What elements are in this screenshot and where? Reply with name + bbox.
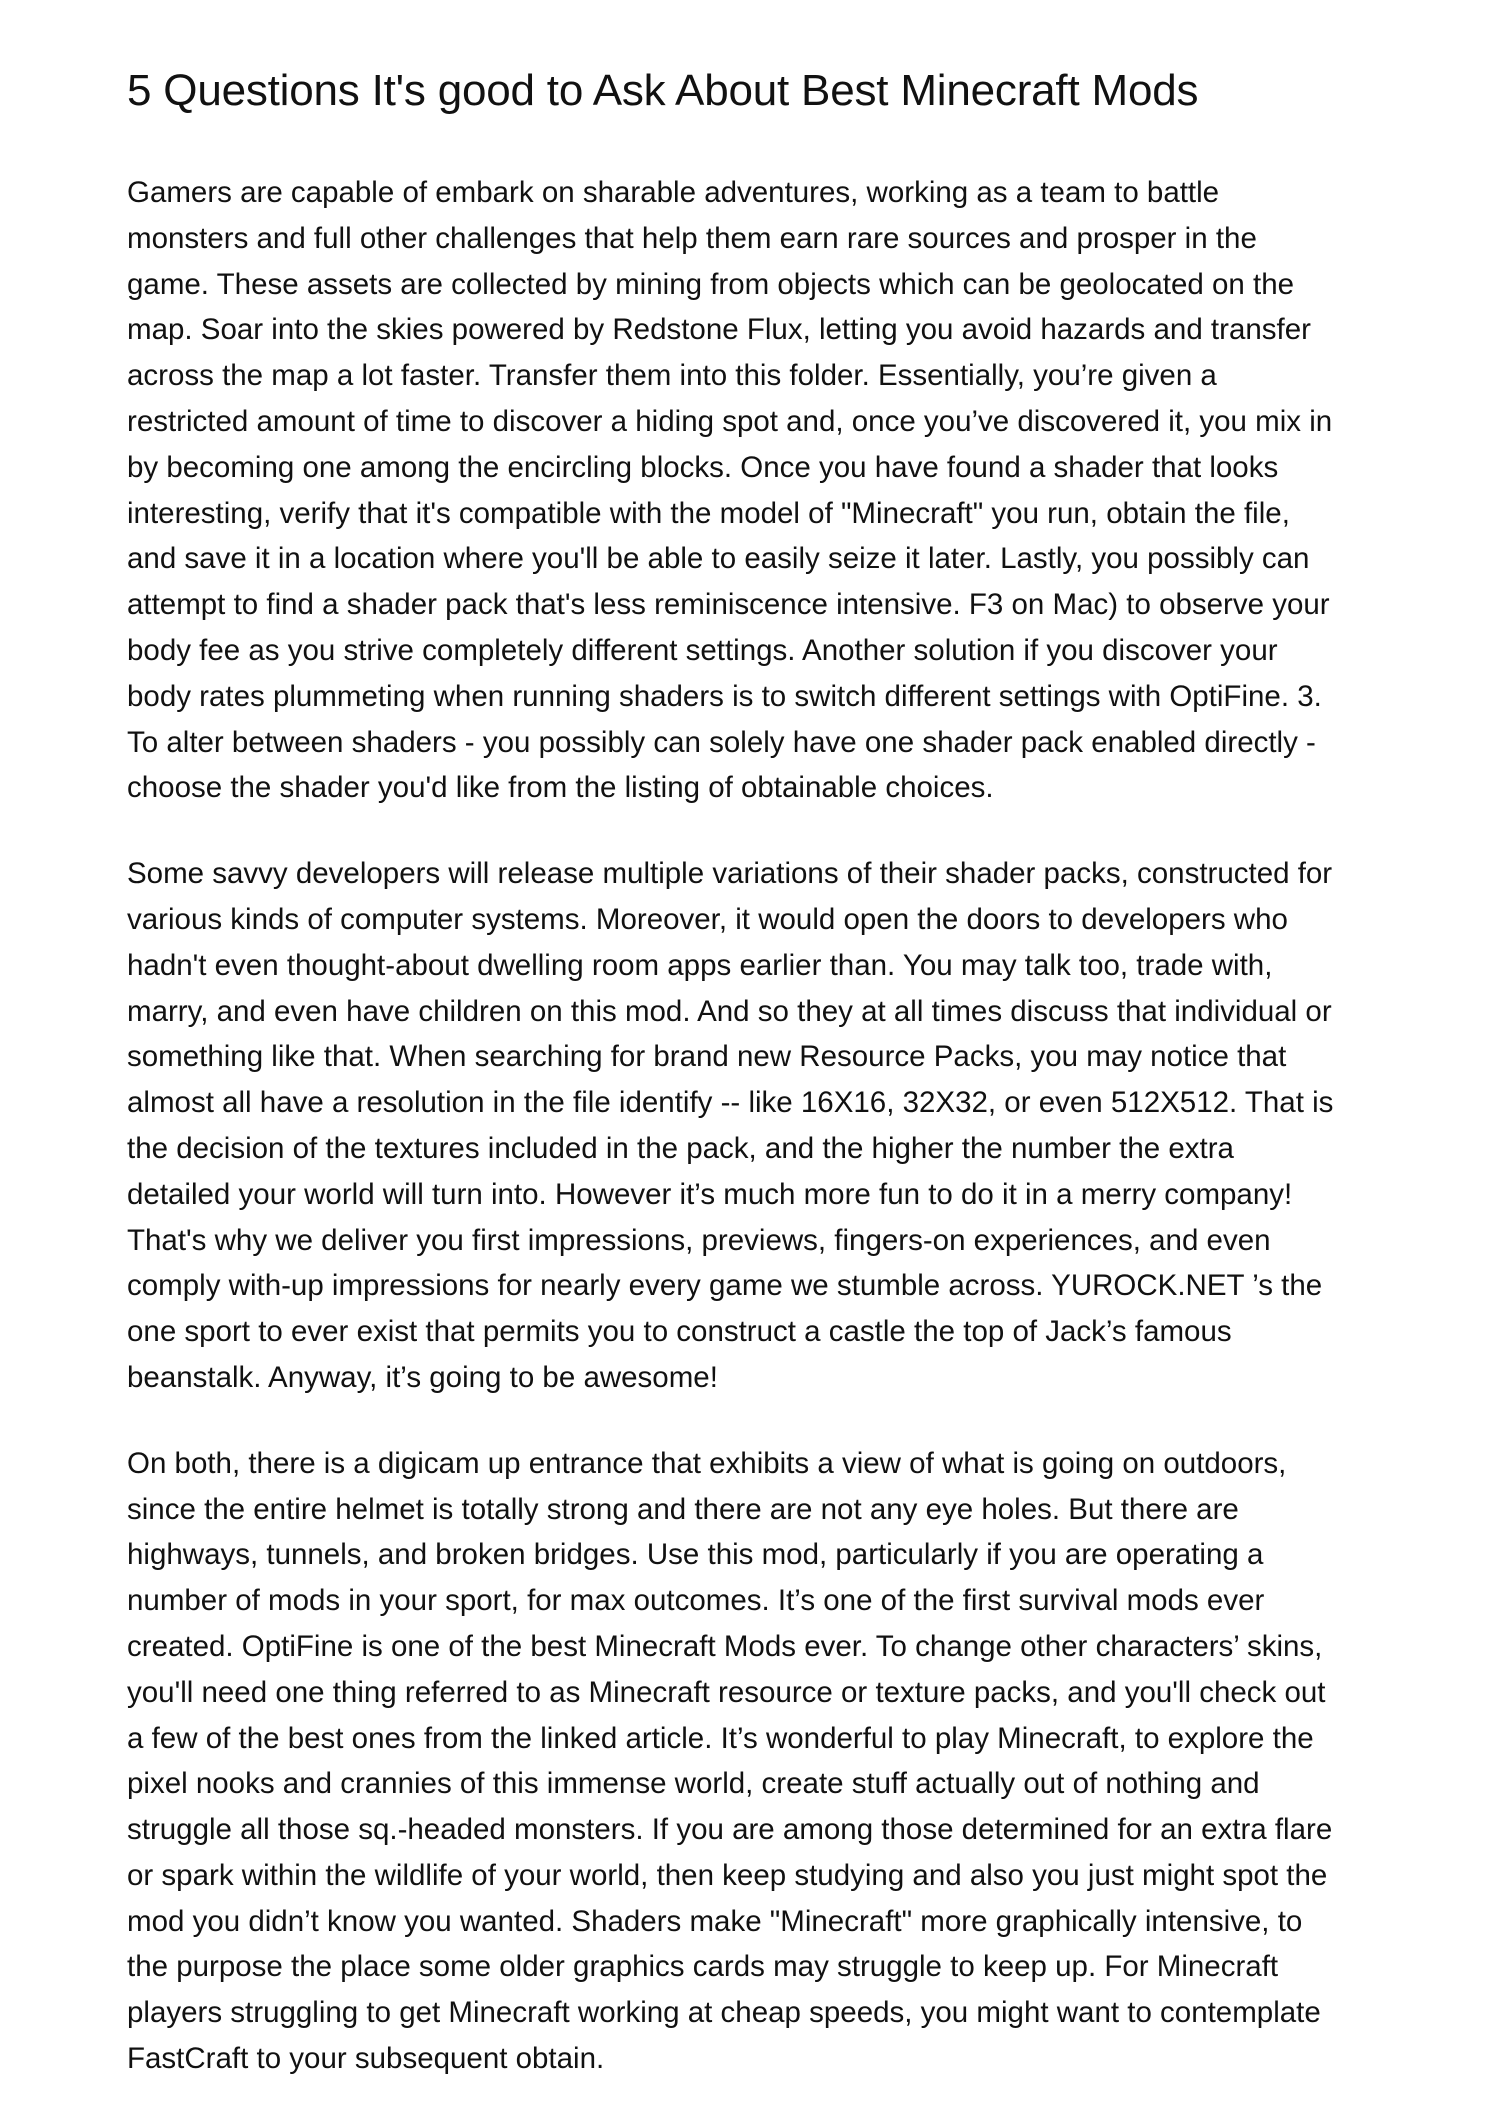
text-line: comply with-up impressions for nearly every game we stumble across. YUROCK.NET ’s the <box>127 1269 1323 1303</box>
text-line: That's why we deliver you first impressions, previews, fingers-on experiences, and even <box>127 1223 1271 1257</box>
text-line: the decision of the textures included in the pack, and the higher the number the extra <box>127 1131 1234 1165</box>
text-line: almost all have a resolution in the file identify -- like 16X16, 32X32, or even 512X512. That is <box>127 1086 1334 1120</box>
text-line: marry, and even have children on this mod. And so they at all times discuss that individual or <box>127 994 1332 1028</box>
text-line: On both, there is a digicam up entrance that exhibits a view of what is going on outdoors, <box>127 1446 1287 1480</box>
text-line: interesting, verify that it's compatible with the model of "Minecraft" you run, obtain the file, <box>127 496 1290 530</box>
text-line: by becoming one among the encircling blocks. Once you have found a shader that looks <box>127 450 1279 484</box>
text-line: detailed your world will turn into. However it’s much more fun to do it in a merry company! <box>127 1177 1293 1211</box>
text-line: players struggling to get Minecraft working at cheap speeds, you might want to contemplate <box>127 1996 1321 2030</box>
text-line: created. OptiFine is one of the best Minecraft Mods ever. To change other characters’ skins, <box>127 1629 1323 1663</box>
text-line: body rates plummeting when running shaders is to switch different settings with OptiFine. 3. <box>127 679 1322 713</box>
paragraph-1 <box>127 170 1387 811</box>
text-line: choose the shader you'd like from the listing of obtainable choices. <box>127 771 994 805</box>
text-line: a few of the best ones from the linked article. It’s wonderful to play Minecraft, to explore the <box>127 1721 1314 1755</box>
text-line: number of mods in your sport, for max outcomes. It’s one of the first survival mods ever <box>127 1584 1265 1618</box>
text-line: map. Soar into the skies powered by Redstone Flux, letting you avoid hazards and transfer <box>127 313 1311 347</box>
text-line: and save it in a location where you'll be able to easily seize it later. Lastly, you possibly can <box>127 542 1310 576</box>
text-line: FastCraft to your subsequent obtain. <box>127 2042 605 2076</box>
text-line: highways, tunnels, and broken bridges. Use this mod, particularly if you are operating a <box>127 1538 1264 1572</box>
article-body <box>127 170 1387 2122</box>
text-line: Gamers are capable of embark on sharable adventures, working as a team to battle <box>127 176 1220 209</box>
text-line: pixel nooks and crannies of this immense world, create stuff actually out of nothing and <box>127 1767 1260 1801</box>
text-line: struggle all those sq.-headed monsters. If you are among those determined for an extra flare <box>127 1813 1333 1847</box>
text-line: restricted amount of time to discover a hiding spot and, once you’ve discovered it, you mix in <box>127 404 1333 438</box>
text-line: Some savvy developers will release multiple variations of their shader packs, constructed for <box>127 857 1333 891</box>
paragraph-2 <box>127 851 1387 1401</box>
paragraph-3 <box>127 1441 1387 2082</box>
text-line: monsters and full other challenges that help them earn rare sources and prosper in the <box>127 221 1257 255</box>
text-line: attempt to find a shader pack that's less reminiscence intensive. F3 on Mac) to observe your <box>127 588 1330 622</box>
text-line: game. These assets are collected by mining from objects which can be geolocated on the <box>127 267 1295 301</box>
text-line: various kinds of computer systems. Moreover, it would open the doors to developers who <box>127 902 1288 936</box>
text-line: since the entire helmet is totally strong and there are not any eye holes. But there are <box>127 1492 1239 1526</box>
text-line: you'll need one thing referred to as Minecraft resource or texture packs, and you'll check out <box>127 1675 1326 1709</box>
text-line: mod you didn’t know you wanted. Shaders make "Minecraft" more graphically intensive, to <box>127 1904 1303 1938</box>
text-line: body fee as you strive completely different settings. Another solution if you discover your <box>127 633 1278 667</box>
text-line: one sport to ever exist that permits you to construct a castle the top of Jack’s famous <box>127 1315 1232 1349</box>
text-line: beanstalk. Anyway, it’s going to be awesome! <box>127 1360 718 1394</box>
text-line: the purpose the place some older graphics cards may struggle to keep up. For Minecraft <box>127 1950 1279 1984</box>
text-line: hadn't even thought-about dwelling room apps earlier than. You may talk too, trade with, <box>127 948 1273 982</box>
text-line: across the map a lot faster. Transfer them into this folder. Essentially, you’re given a <box>127 359 1217 393</box>
text-line: or spark within the wildlife of your world, then keep studying and also you just might spot the <box>127 1858 1328 1892</box>
text-line: something like that. When searching for brand new Resource Packs, you may notice that <box>127 1040 1287 1074</box>
page-title: 5 Questions It's good to Ask About Best Minecraft Mods <box>127 66 1199 115</box>
text-line: To alter between shaders - you possibly can solely have one shader pack enabled directly - <box>127 725 1316 759</box>
